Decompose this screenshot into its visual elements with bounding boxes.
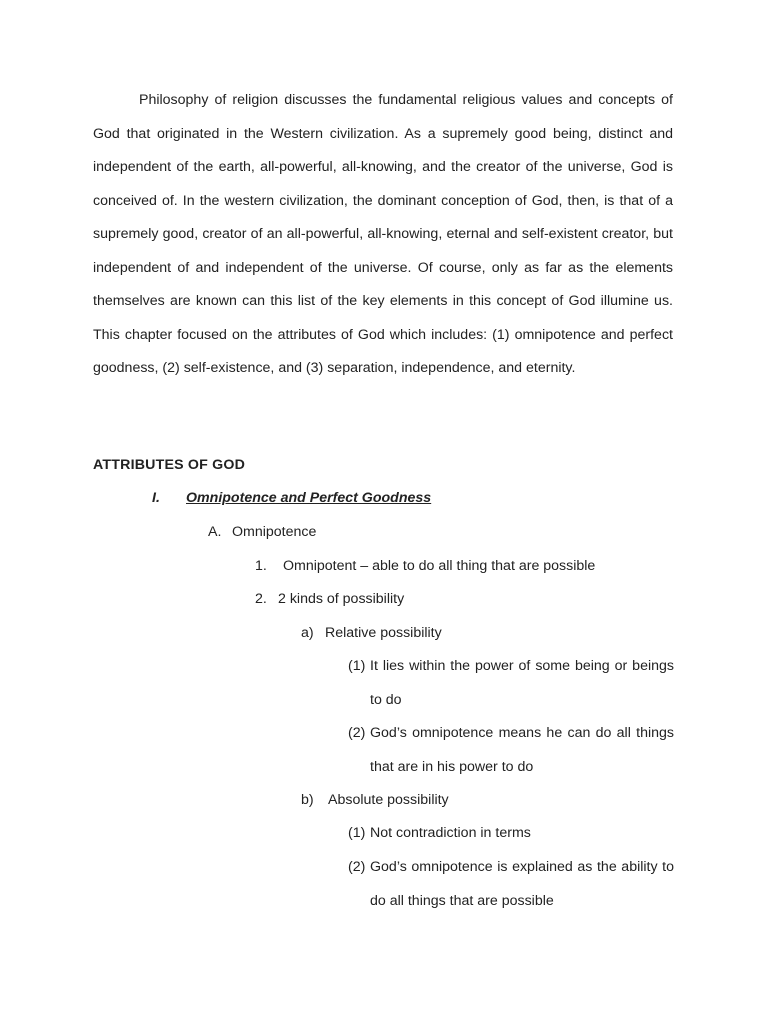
outline-letter-title: Omnipotence <box>232 524 317 540</box>
outline-sub-a-text: Relative possibility <box>325 625 442 641</box>
outline-sub-b-text: Absolute possibility <box>328 792 449 808</box>
intro-paragraph: Philosophy of religion discusses the fundamental religious values and concepts of God that originated in the Western civilization. As a supremely good being, distinct and independent of the earth, all-powerful, all-knowing, and the creator of the universe, God is conceived of. In the western civilization, the dominant conception of God, then, is that of a supremely good, creator of an all-powerful, all-knowing, eternal and self-existent creator, but independent of and independent of the universe. Of course, only as far as the elements themselves are known can this list of the key elements in this concept of God illumine us. This chapter focused on the attributes of God which includes: (1) omnipotence and perfect goodness, (2) self-existence, and (3) separation, independence, and eternity. <box>93 92 673 376</box>
outline-sub-a-2-marker: (2) <box>348 725 366 741</box>
outline-sub-a-1-text: It lies within the power of some being or beings to do <box>370 658 674 708</box>
outline-item-2-text: 2 kinds of possibility <box>278 591 405 607</box>
outline-sub-b-2-marker: (2) <box>348 859 366 875</box>
outline-sub-b-1-text: Not contradiction in terms <box>370 825 531 841</box>
outline-item-1-text: Omnipotent – able to do all thing that are possible <box>283 558 596 574</box>
outline-sub-a-marker: a) <box>301 625 314 641</box>
outline-sub-b-2-text: God’s omnipotence is explained as the ability to do all things that are possible <box>370 859 674 909</box>
outline-sub-a-2-text: God’s omnipotence means he can do all things that are in his power to do <box>370 725 674 775</box>
outline-item-1-marker: 1. <box>255 558 267 574</box>
outline-sub-b-marker: b) <box>301 792 314 808</box>
outline-letter-marker: A. <box>208 524 222 540</box>
outline-sub-b-1-marker: (1) <box>348 825 366 841</box>
outline-item-2-marker: 2. <box>255 591 267 607</box>
outline-roman-title: Omnipotence and Perfect Goodness <box>186 490 432 506</box>
outline-roman-marker: I. <box>152 490 160 506</box>
outline-sub-a-1-marker: (1) <box>348 658 366 674</box>
section-heading: ATTRIBUTES OF GOD <box>93 457 246 473</box>
